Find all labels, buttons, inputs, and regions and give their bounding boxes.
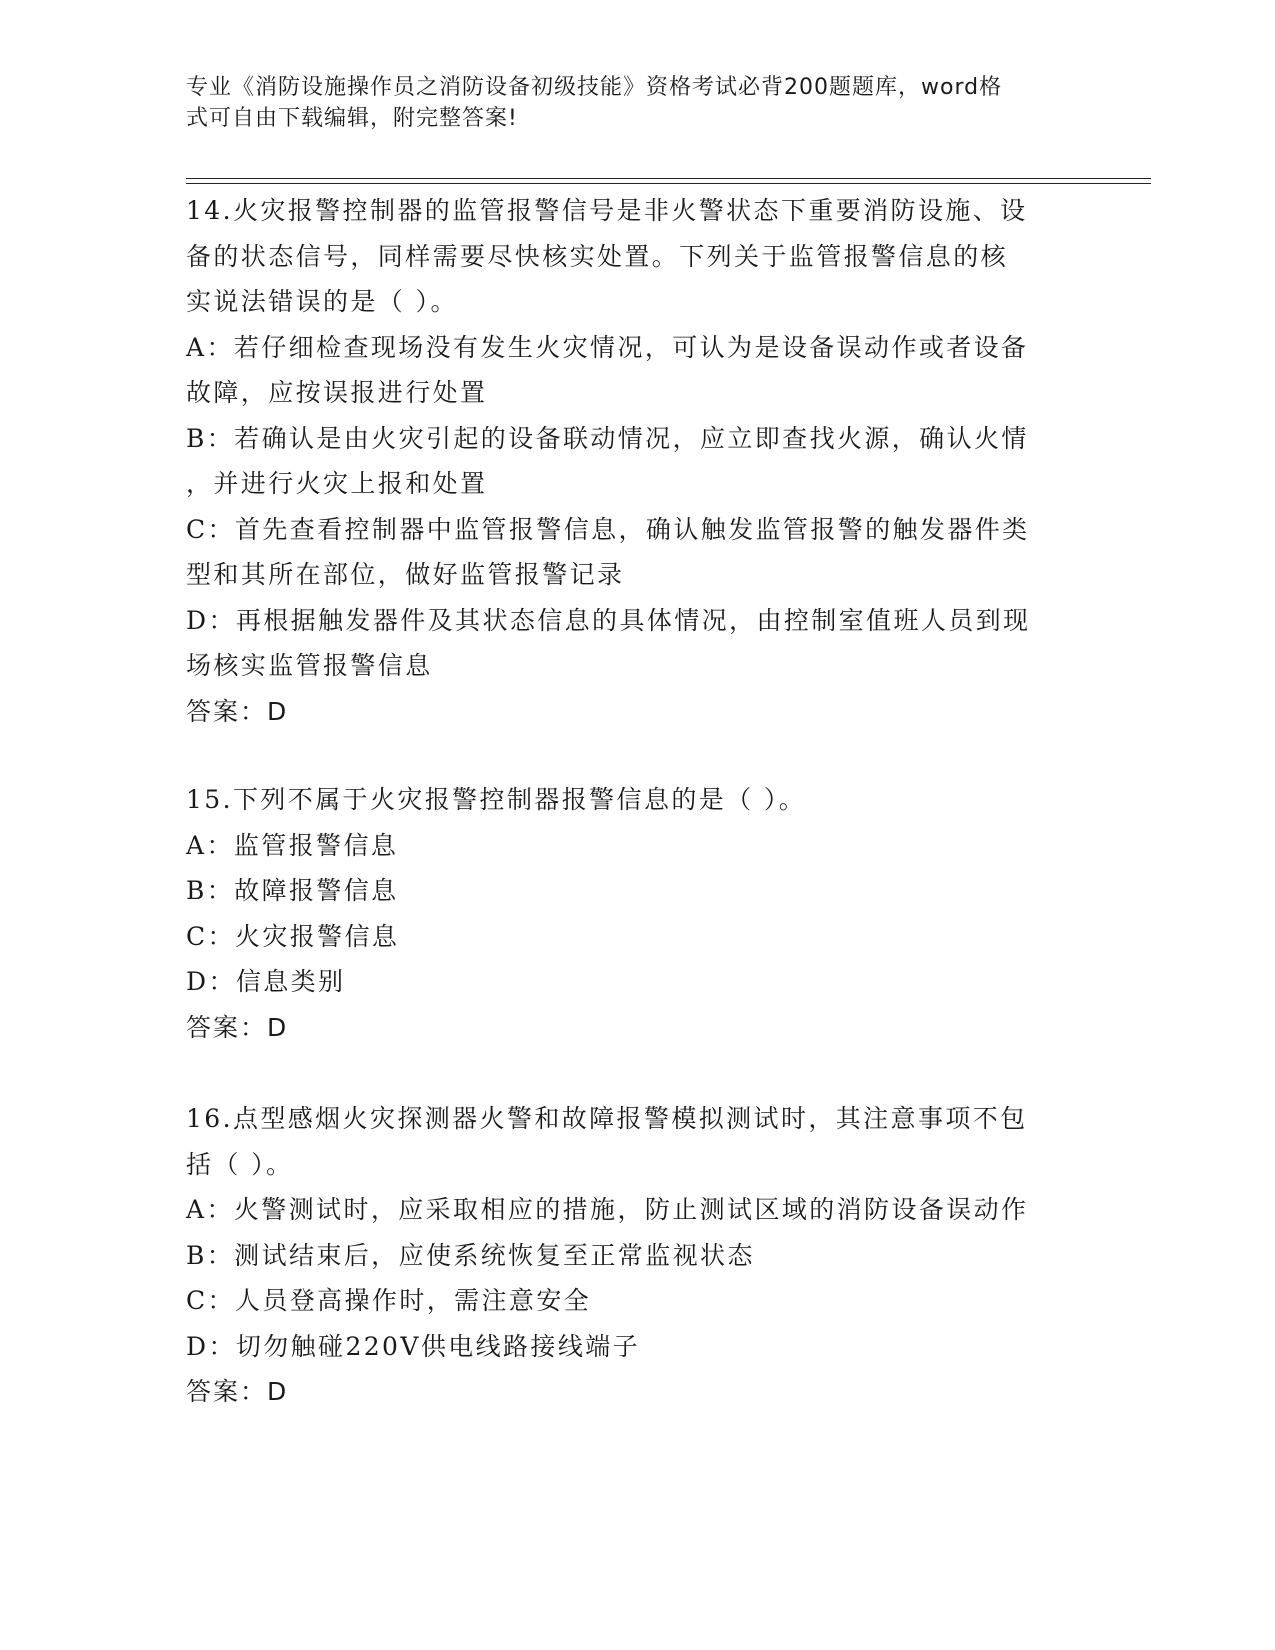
document-header: [186, 72, 1066, 134]
option-c-line: C：人员登高操作时，需注意安全: [186, 1286, 592, 1315]
answer-label: 答案：D: [186, 696, 289, 726]
header-line-2: 式可自由下载编辑，附完整答案!: [186, 106, 518, 131]
question-15: [186, 777, 1086, 1050]
option-d-line: D：信息类别: [186, 967, 346, 996]
header-line-1: 专业《消防设施操作员之消防设备初级技能》资格考试必背200题题库，word格: [186, 75, 1003, 100]
option-b-line: ，并进行火灾上报和处置: [186, 469, 488, 498]
option-b-line: B：测试结束后，应使系统恢复至正常监视状态: [186, 1240, 755, 1270]
answer-label: 答案：D: [186, 1012, 289, 1042]
question-stem-line: 备的状态信号，同样需要尽快核实处置。下列关于监管报警信息的核: [186, 241, 1009, 271]
option-c-line: C：火灾报警信息: [186, 921, 400, 951]
question-14: [186, 188, 1086, 734]
option-b-line: B：若确认是由火灾引起的设备联动情况，应立即查找火源，确认火情: [186, 423, 1029, 453]
option-a-line: A：火警测试时，应采取相应的措施，防止测试区域的消防设备误动作: [186, 1195, 1029, 1224]
question-stem-line: 15.下列不属于火灾报警控制器报警信息的是（ ）。: [186, 785, 807, 814]
question-stem-line: 16.点型感烟火灾探测器火警和故障报警模拟测试时，其注意事项不包: [186, 1104, 1028, 1133]
option-a-line: A：监管报警信息: [186, 830, 399, 860]
header-divider-bottom: [186, 183, 1151, 184]
question-stem-line: 14.火灾报警控制器的监管报警信号是非火警状态下重要消防设施、设: [186, 196, 1028, 225]
option-d-line: 场核实监管报警信息: [186, 651, 433, 680]
option-c-line: 型和其所在部位，做好监管报警记录: [186, 560, 625, 589]
answer-label: 答案：D: [186, 1377, 289, 1406]
header-divider-top: [186, 178, 1151, 179]
option-b-line: B：故障报警信息: [186, 876, 399, 905]
option-a-line: A：若仔细检查现场没有发生火灾情况，可认为是设备误动作或者设备: [186, 332, 1029, 362]
option-d-line: D：切勿触碰220V供电线路接线端子: [186, 1331, 641, 1361]
option-c-line: C：首先查看控制器中监管报警信息，确认触发监管报警的触发器件类: [186, 514, 1030, 544]
question-stem-line: 实说法错误的是（ ）。: [186, 287, 458, 316]
question-16: [186, 1096, 1086, 1415]
question-stem-line: 括（ ）。: [186, 1149, 294, 1179]
option-d-line: D：再根据触发器件及其状态信息的具体情况，由控制室值班人员到现: [186, 605, 1031, 635]
option-a-line: 故障，应按误报进行处置: [186, 378, 488, 407]
